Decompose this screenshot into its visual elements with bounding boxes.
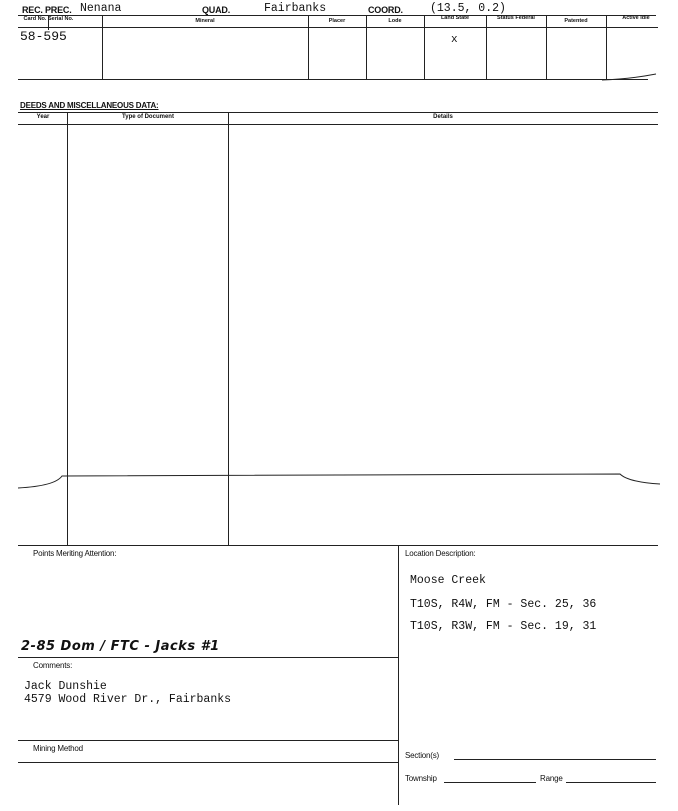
coord-value: (13.5, 0.2) bbox=[430, 2, 506, 15]
location-line-2: T10S, R4W, FM - Sec. 25, 36 bbox=[410, 598, 597, 611]
deeds-col-details: Details bbox=[433, 114, 453, 120]
comments-label: Comments: bbox=[33, 661, 73, 670]
location-line-3: T10S, R3W, FM - Sec. 19, 31 bbox=[410, 620, 597, 633]
coord-label: COORD. bbox=[368, 5, 403, 15]
col-mineral: Mineral bbox=[195, 18, 215, 24]
section-label: Section(s) bbox=[405, 751, 440, 760]
col-divider bbox=[366, 15, 367, 79]
section-rule bbox=[454, 759, 656, 760]
col-lode: Lode bbox=[388, 18, 402, 24]
mining-method-label: Mining Method bbox=[33, 744, 83, 753]
col-patented: Patented bbox=[564, 18, 588, 24]
township-label: Township bbox=[405, 774, 437, 783]
points-label: Points Meriting Attention: bbox=[33, 549, 117, 558]
handwritten-note: 2-85 Dom / FTC - Jacks #1 bbox=[21, 639, 220, 654]
table-bottom-rule bbox=[18, 79, 648, 80]
col-active-idle: Active Idle bbox=[622, 15, 650, 21]
location-label: Location Description: bbox=[405, 549, 476, 558]
deeds-top-rule bbox=[18, 112, 658, 113]
col-divider bbox=[546, 15, 547, 79]
col-divider bbox=[308, 15, 309, 79]
torn-edge-mark bbox=[600, 70, 660, 84]
township-rule bbox=[444, 782, 536, 783]
deeds-col-type: Type of Document bbox=[122, 114, 174, 120]
deeds-header-rule bbox=[18, 124, 658, 125]
table-header-rule bbox=[18, 27, 658, 28]
location-line-1: Moose Creek bbox=[410, 574, 486, 587]
col-divider bbox=[48, 15, 49, 30]
comments-line-1: Jack Dunshie bbox=[24, 680, 107, 693]
rec-prec-label: REC. PREC. bbox=[22, 5, 72, 15]
col-land-state: Land State bbox=[440, 15, 470, 21]
range-rule bbox=[566, 782, 656, 783]
col-serial-no: Serial No. bbox=[48, 16, 74, 22]
deeds-col-year: Year bbox=[36, 114, 50, 120]
lower-divider bbox=[398, 545, 399, 805]
col-divider bbox=[486, 15, 487, 79]
fold-line bbox=[0, 470, 678, 494]
land-state-value: x bbox=[451, 34, 458, 46]
rec-prec-value: Nenana bbox=[80, 2, 122, 15]
col-card-no: Card No. bbox=[23, 16, 47, 22]
deeds-section-title: DEEDS AND MISCELLANEOUS DATA: bbox=[20, 101, 159, 110]
quad-label: QUAD. bbox=[202, 5, 230, 15]
header-rule bbox=[18, 15, 656, 16]
col-status-federal: Status Federal bbox=[497, 15, 535, 21]
lower-top-rule bbox=[18, 545, 658, 546]
mining-method-rule bbox=[18, 762, 398, 763]
col-placer: Placer bbox=[328, 18, 346, 24]
range-label: Range bbox=[540, 774, 563, 783]
comments-line-2: 4579 Wood River Dr., Fairbanks bbox=[24, 693, 232, 706]
col-divider bbox=[424, 15, 425, 79]
card-no-value: 58-595 bbox=[20, 29, 67, 44]
comments-rule bbox=[18, 740, 398, 741]
col-divider bbox=[102, 15, 103, 79]
points-rule bbox=[18, 657, 398, 658]
quad-value: Fairbanks bbox=[264, 2, 327, 15]
